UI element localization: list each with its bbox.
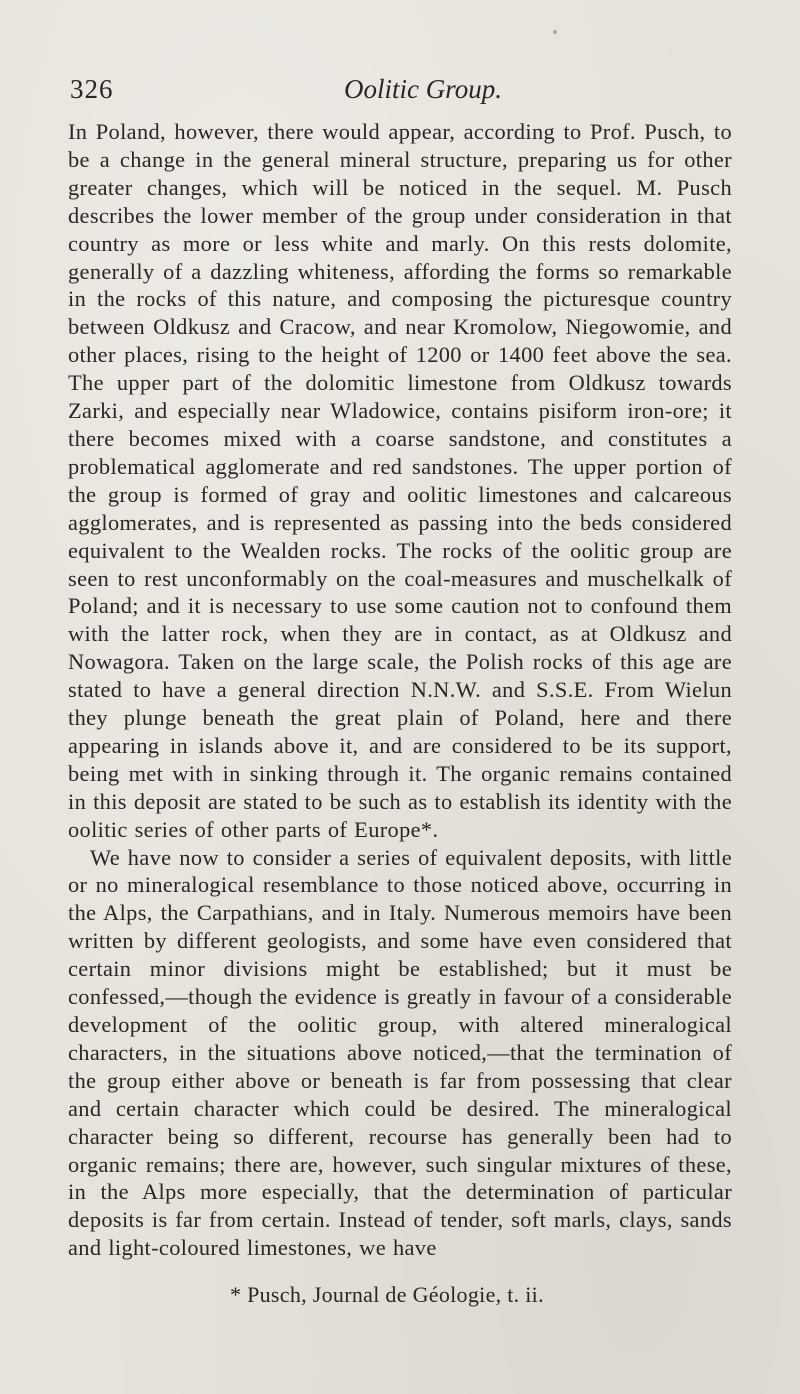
footnote: * Pusch, Journal de Géologie, t. ii. xyxy=(230,1282,544,1307)
page-header xyxy=(70,74,730,114)
page-number: 326 xyxy=(70,74,114,104)
ink-speck xyxy=(553,30,557,34)
running-title: Oolitic Group. xyxy=(344,74,502,104)
body-text xyxy=(68,118,732,1262)
paragraph: In Poland, however, there would appear, according to Prof. Pusch, to be a change in the general mineral structure, preparing us for other greater changes, which will be noticed in the sequel. M. Pusch describes the lower member of the group under consideration in that country as more or less white and marly. On this rests dolomite, generally of a dazzling whiteness, affording the forms so remarkable in the rocks of this nature, and composing the picturesque country between Oldkusz and Cracow, and near Kromolow, Niegowomie, and other places, rising to the height of 1200 or 1400 feet above the sea. The upper part of the dolomitic limestone from Oldkusz towards Zarki, and especially near Wladowice, contains pisiform iron-ore; it there becomes mixed with a coarse sandstone, and constitutes a problematical agglomerate and red sandstones. The upper portion of the group is formed of gray and oolitic limestones and calcareous agglomerates, and is represented as passing into the beds considered equivalent to the Wealden rocks. The rocks of the oolitic group are seen to rest unconformably on the coal-measures and muschelkalk of Poland; and it is necessary to use some caution not to confound them with the latter rock, when they are in contact, as at Oldkusz and Nowagora. Taken on the large scale, the Polish rocks of this age are stated to have a general direction N.N.W. and S.S.E. From Wielun they plunge beneath the great plain of Poland, here and there appearing in islands above it, and are considered to be its support, being met with in sinking through it. The organic remains contained in this deposit are stated to be such as to establish its identity with the oolitic series of other parts of Europe*. xyxy=(68,119,732,842)
paragraph: We have now to consider a series of equivalent deposits, with little or no mineralogical resemblance to those noticed above, occurring in the Alps, the Carpathians, and in Italy. Numerous memoirs have been written by different geologists, and some have even considered that certain minor divisions might be established; but it must be confessed,—though the evidence is greatly in favour of a considerable development of the oolitic group, with altered mineralogical characters, in the situations above noticed,—that the termination of the group either above or beneath is far from possessing that clear and certain character which could be desired. The mineralogical character being so different, recourse has generally been had to organic remains; there are, however, such singular mixtures of these, in the Alps more especially, that the determination of particular deposits is far from certain. Instead of tender, soft marls, clays, sands and light-coloured limestones, we have xyxy=(68,844,732,1261)
